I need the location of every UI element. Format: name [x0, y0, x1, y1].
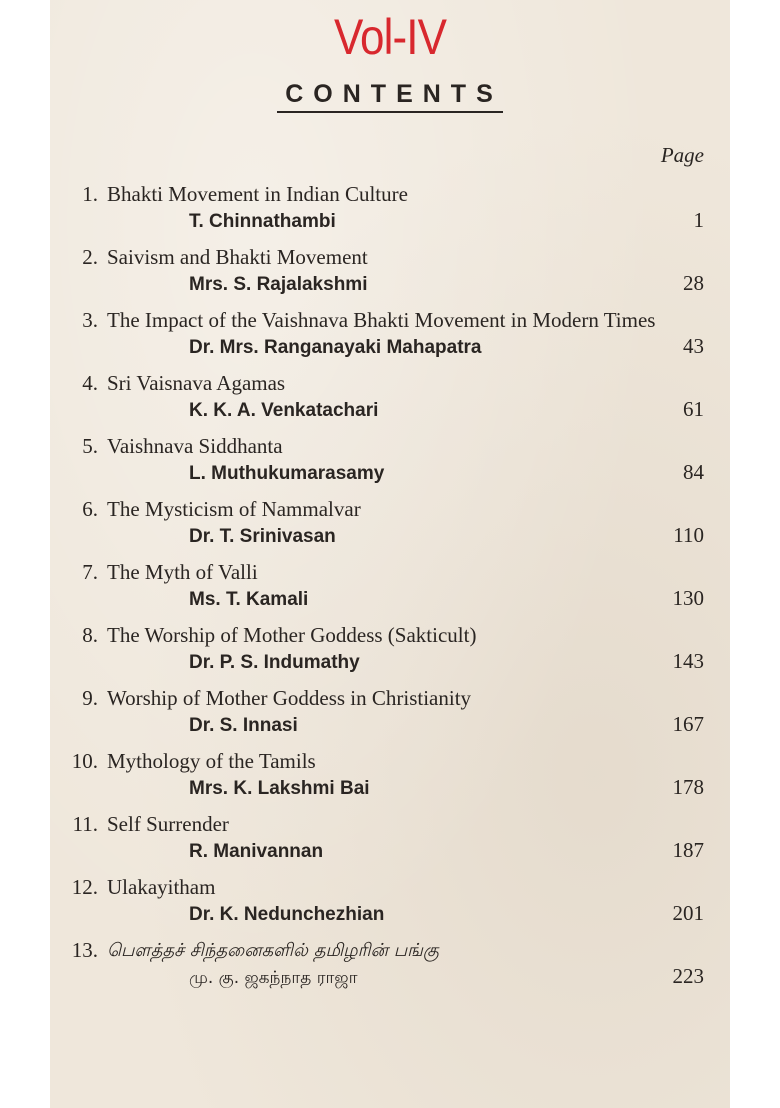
- entry-author: Mrs. S. Rajalakshmi: [189, 274, 368, 295]
- toc-entry[interactable]: [50, 938, 730, 992]
- entry-page: 187: [672, 838, 704, 862]
- entry-title: The Myth of Valli: [107, 560, 258, 584]
- toc-entry[interactable]: [50, 434, 730, 487]
- entry-title: The Impact of the Vaishnava Bhakti Movement in Modern Times: [107, 308, 656, 332]
- entry-author: Ms. T. Kamali: [189, 589, 309, 610]
- entry-number: 12.: [71, 875, 98, 899]
- volume-label: Vol-IV: [333, 9, 447, 65]
- entry-title: Bhakti Movement in Indian Culture: [107, 182, 408, 206]
- entry-number: 8.: [82, 623, 98, 647]
- entry-page: 167: [672, 712, 704, 736]
- entry-number: 6.: [82, 497, 98, 521]
- entry-number: 9.: [82, 686, 98, 710]
- entry-author: Dr. P. S. Indumathy: [189, 652, 360, 673]
- entry-author: Dr. K. Nedunchezhian: [189, 904, 385, 925]
- entry-author: T. Chinnathambi: [189, 211, 336, 232]
- entry-title: Sri Vaisnava Agamas: [107, 371, 286, 395]
- entry-author: Mrs. K. Lakshmi Bai: [189, 778, 370, 799]
- entry-number: 2.: [82, 245, 98, 269]
- entry-number: 3.: [82, 308, 98, 332]
- toc-entry[interactable]: [50, 812, 730, 865]
- entry-author: Dr. Mrs. Ranganayaki Mahapatra: [189, 337, 482, 358]
- entry-page: 143: [672, 649, 704, 673]
- entry-page: 223: [672, 964, 704, 988]
- entry-page: 28: [683, 271, 704, 295]
- entry-number: 4.: [82, 371, 98, 395]
- entry-author: மு. கு. ஜகந்நாத ராஜா: [189, 968, 358, 988]
- entry-title: Mythology of the Tamils: [107, 749, 316, 773]
- entry-page: 61: [683, 397, 704, 421]
- page-column-label: Page: [660, 143, 704, 167]
- entry-title: Ulakayitham: [107, 875, 216, 899]
- entry-page: 110: [673, 523, 704, 547]
- entry-title: Self Surrender: [107, 812, 229, 836]
- entry-author: Dr. T. Srinivasan: [189, 526, 336, 547]
- entry-page: 130: [672, 586, 704, 610]
- entry-author: K. K. A. Venkatachari: [189, 400, 379, 421]
- entry-number: 13.: [71, 938, 98, 962]
- entry-title: Vaishnava Siddhanta: [107, 434, 283, 458]
- toc-entry[interactable]: [50, 686, 730, 739]
- entry-title: Saivism and Bhakti Movement: [107, 245, 368, 269]
- entry-page: 201: [672, 901, 704, 925]
- toc-entry[interactable]: [50, 623, 730, 676]
- toc-entry[interactable]: [50, 497, 730, 550]
- toc-list: [50, 182, 730, 1002]
- toc-entry[interactable]: [50, 371, 730, 424]
- entry-title: Worship of Mother Goddess in Christianity: [107, 686, 472, 710]
- entry-page: 178: [672, 775, 704, 799]
- book-page: [50, 0, 730, 1108]
- entry-title: பௌத்தச் சிந்தனைகளில் தமிழரின் பங்கு: [107, 940, 439, 961]
- entry-number: 1.: [82, 182, 98, 206]
- entry-author: L. Muthukumarasamy: [189, 463, 385, 484]
- entry-number: 5.: [82, 434, 98, 458]
- toc-entry[interactable]: [50, 308, 730, 361]
- entry-number: 11.: [72, 812, 98, 836]
- contents-heading-text: CONTENTS: [277, 80, 503, 113]
- entry-title: The Worship of Mother Goddess (Sakticult): [107, 623, 477, 647]
- toc-entry[interactable]: [50, 245, 730, 298]
- toc-entry[interactable]: [50, 749, 730, 802]
- entry-page: 43: [683, 334, 704, 358]
- entry-author: Dr. S. Innasi: [189, 715, 298, 736]
- toc-entry[interactable]: [50, 560, 730, 613]
- contents-heading: [50, 80, 730, 113]
- entry-author: R. Manivannan: [189, 841, 324, 862]
- entry-page: 1: [693, 208, 704, 232]
- entry-page: 84: [683, 460, 704, 484]
- toc-entry[interactable]: [50, 182, 730, 235]
- toc-entry[interactable]: [50, 875, 730, 928]
- entry-number: 7.: [82, 560, 98, 584]
- entry-number: 10.: [71, 749, 98, 773]
- entry-title: The Mysticism of Nammalvar: [107, 497, 361, 521]
